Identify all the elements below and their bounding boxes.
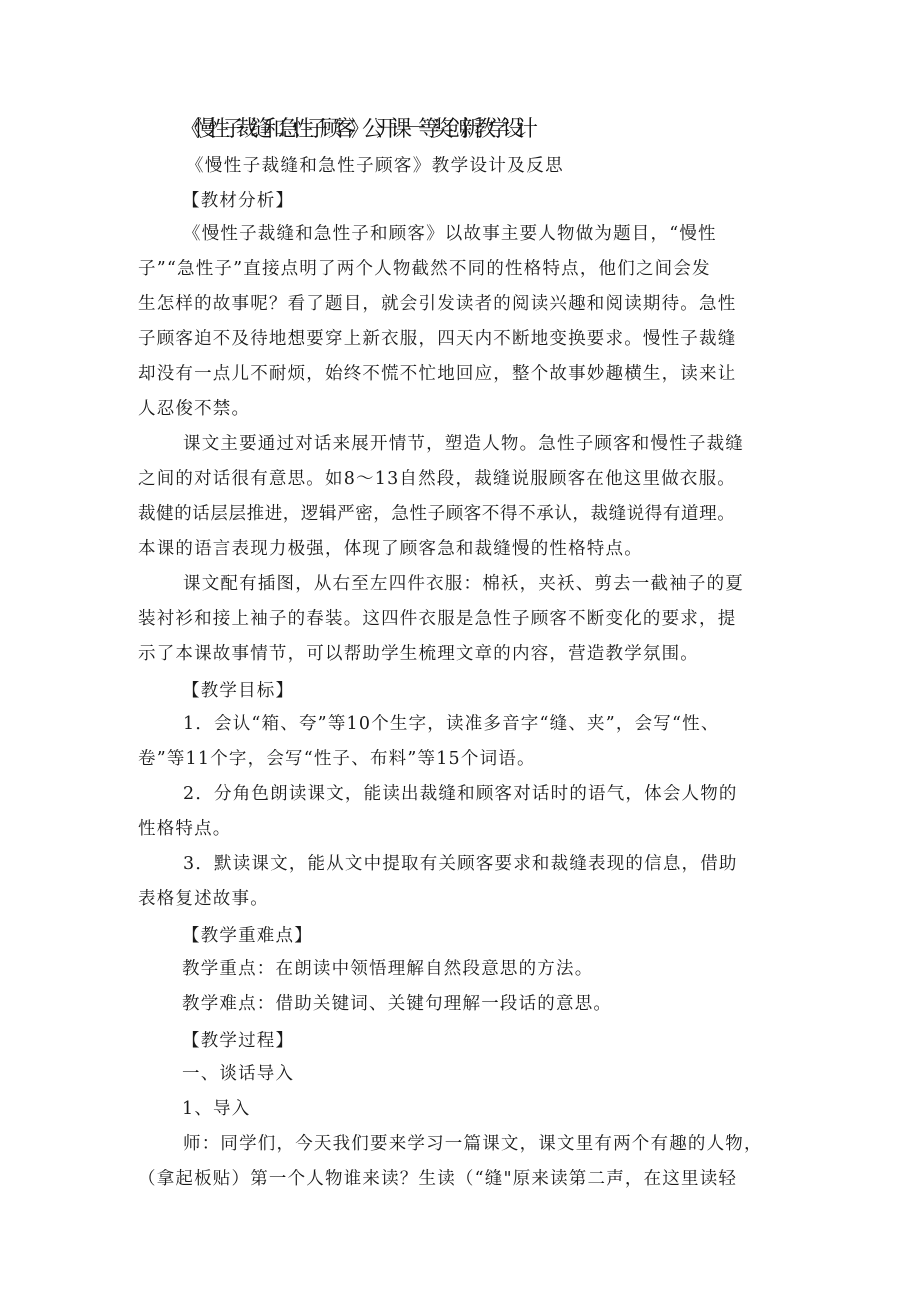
paragraph-line: 《慢性子裁缝和急性子和顾客》以故事主要人物做为题目，“慢性 (183, 224, 717, 244)
paragraph-line: 子顾客迫不及待地想要穿上新衣服，四天内不断地变换要求。慢性子裁缝 (138, 329, 737, 349)
goal-line: 性格特点。 (138, 819, 232, 839)
goal-line: 3．默读课文，能从文中提取有关顾客要求和裁缝表现的信息，借助 (183, 854, 738, 874)
teacher-line: （拿起板贴）第一个人物谁来读？生读（“缝"原来读第二声，在这里读轻 (138, 1169, 738, 1189)
section-heading-analysis: 【教材分析】 (182, 191, 295, 211)
section-heading-keypoints: 【教学重难点】 (182, 926, 313, 946)
section-heading-process: 【教学过程】 (182, 1031, 295, 1051)
teacher-line: 师：同学们，今天我们要来学习一篇课文，课文里有两个有趣的人物， (183, 1134, 763, 1154)
document-subtitle: 《慢性子裁缝和急性子顾客》教学设计及反思 (186, 156, 564, 176)
keypoint-line: 教学重点：在朗读中领悟理解自然段意思的方法。 (182, 959, 594, 979)
difficulty-line: 教学难点：借助关键词、关键句理解一段话的意思。 (182, 994, 613, 1014)
paragraph-line: 装衬衫和接上袖子的春装。这四件衣服是急性子顾客不断变化的要求，提 (138, 609, 737, 629)
paragraph-line: 生怎样的故事呢？看了题目，就会引发读者的阅读兴趣和阅读期待。急性 (138, 294, 737, 314)
paragraph-line: 人忍俊不禁。 (138, 399, 251, 419)
substep-heading: 1、导入 (182, 1099, 251, 1119)
paragraph-line: 裁健的话层层推进，逻辑严密，急性子顾客不得不承认，裁缝说得有道理。 (138, 504, 736, 524)
paragraph-line: 示了本课故事情节，可以帮助学生梳理文章的内容，营造教学氛围。 (138, 644, 699, 664)
paragraph-line: 之间的对话很有意思。如8～13自然段，裁缝说服顾客在他这里做衣服。 (138, 469, 736, 489)
paragraph-line: 课文配有插图，从右至左四件衣服：棉袄，夹袄、剪去一截袖子的夏 (183, 574, 744, 594)
paragraph-line: 却没有一点儿不耐烦，始终不慌不忙地回应，整个故事妙趣横生，读来让 (138, 364, 737, 384)
document-title: 《慢性子裁缝和急性子顾客》公开课一等奖创新教学设计 (180, 117, 531, 142)
goal-line: 卷”等11个字，会写“性子、布料”等15个词语。 (138, 749, 536, 769)
goal-line: 表格复述故事。 (138, 889, 269, 909)
goal-line: 1．会认“箱、夸”等10个生字，读准多音字“缝、夹”，会写“性、 (183, 714, 720, 734)
goal-line: 2．分角色朗读课文，能读出裁缝和顾客对话时的语气，体会人物的 (183, 784, 738, 804)
paragraph-line: 课文主要通过对话来展开情节，塑造人物。急性子顾客和慢性子裁缝 (183, 434, 744, 454)
section-heading-goals: 【教学目标】 (182, 681, 295, 701)
paragraph-line: 子”“急性子”直接点明了两个人物截然不同的性格特点，他们之间会发 (138, 259, 711, 279)
paragraph-line: 本课的语言表现力极强，体现了顾客急和裁缝慢的性格特点。 (138, 539, 643, 559)
step-heading: 一、谈话导入 (182, 1064, 295, 1084)
